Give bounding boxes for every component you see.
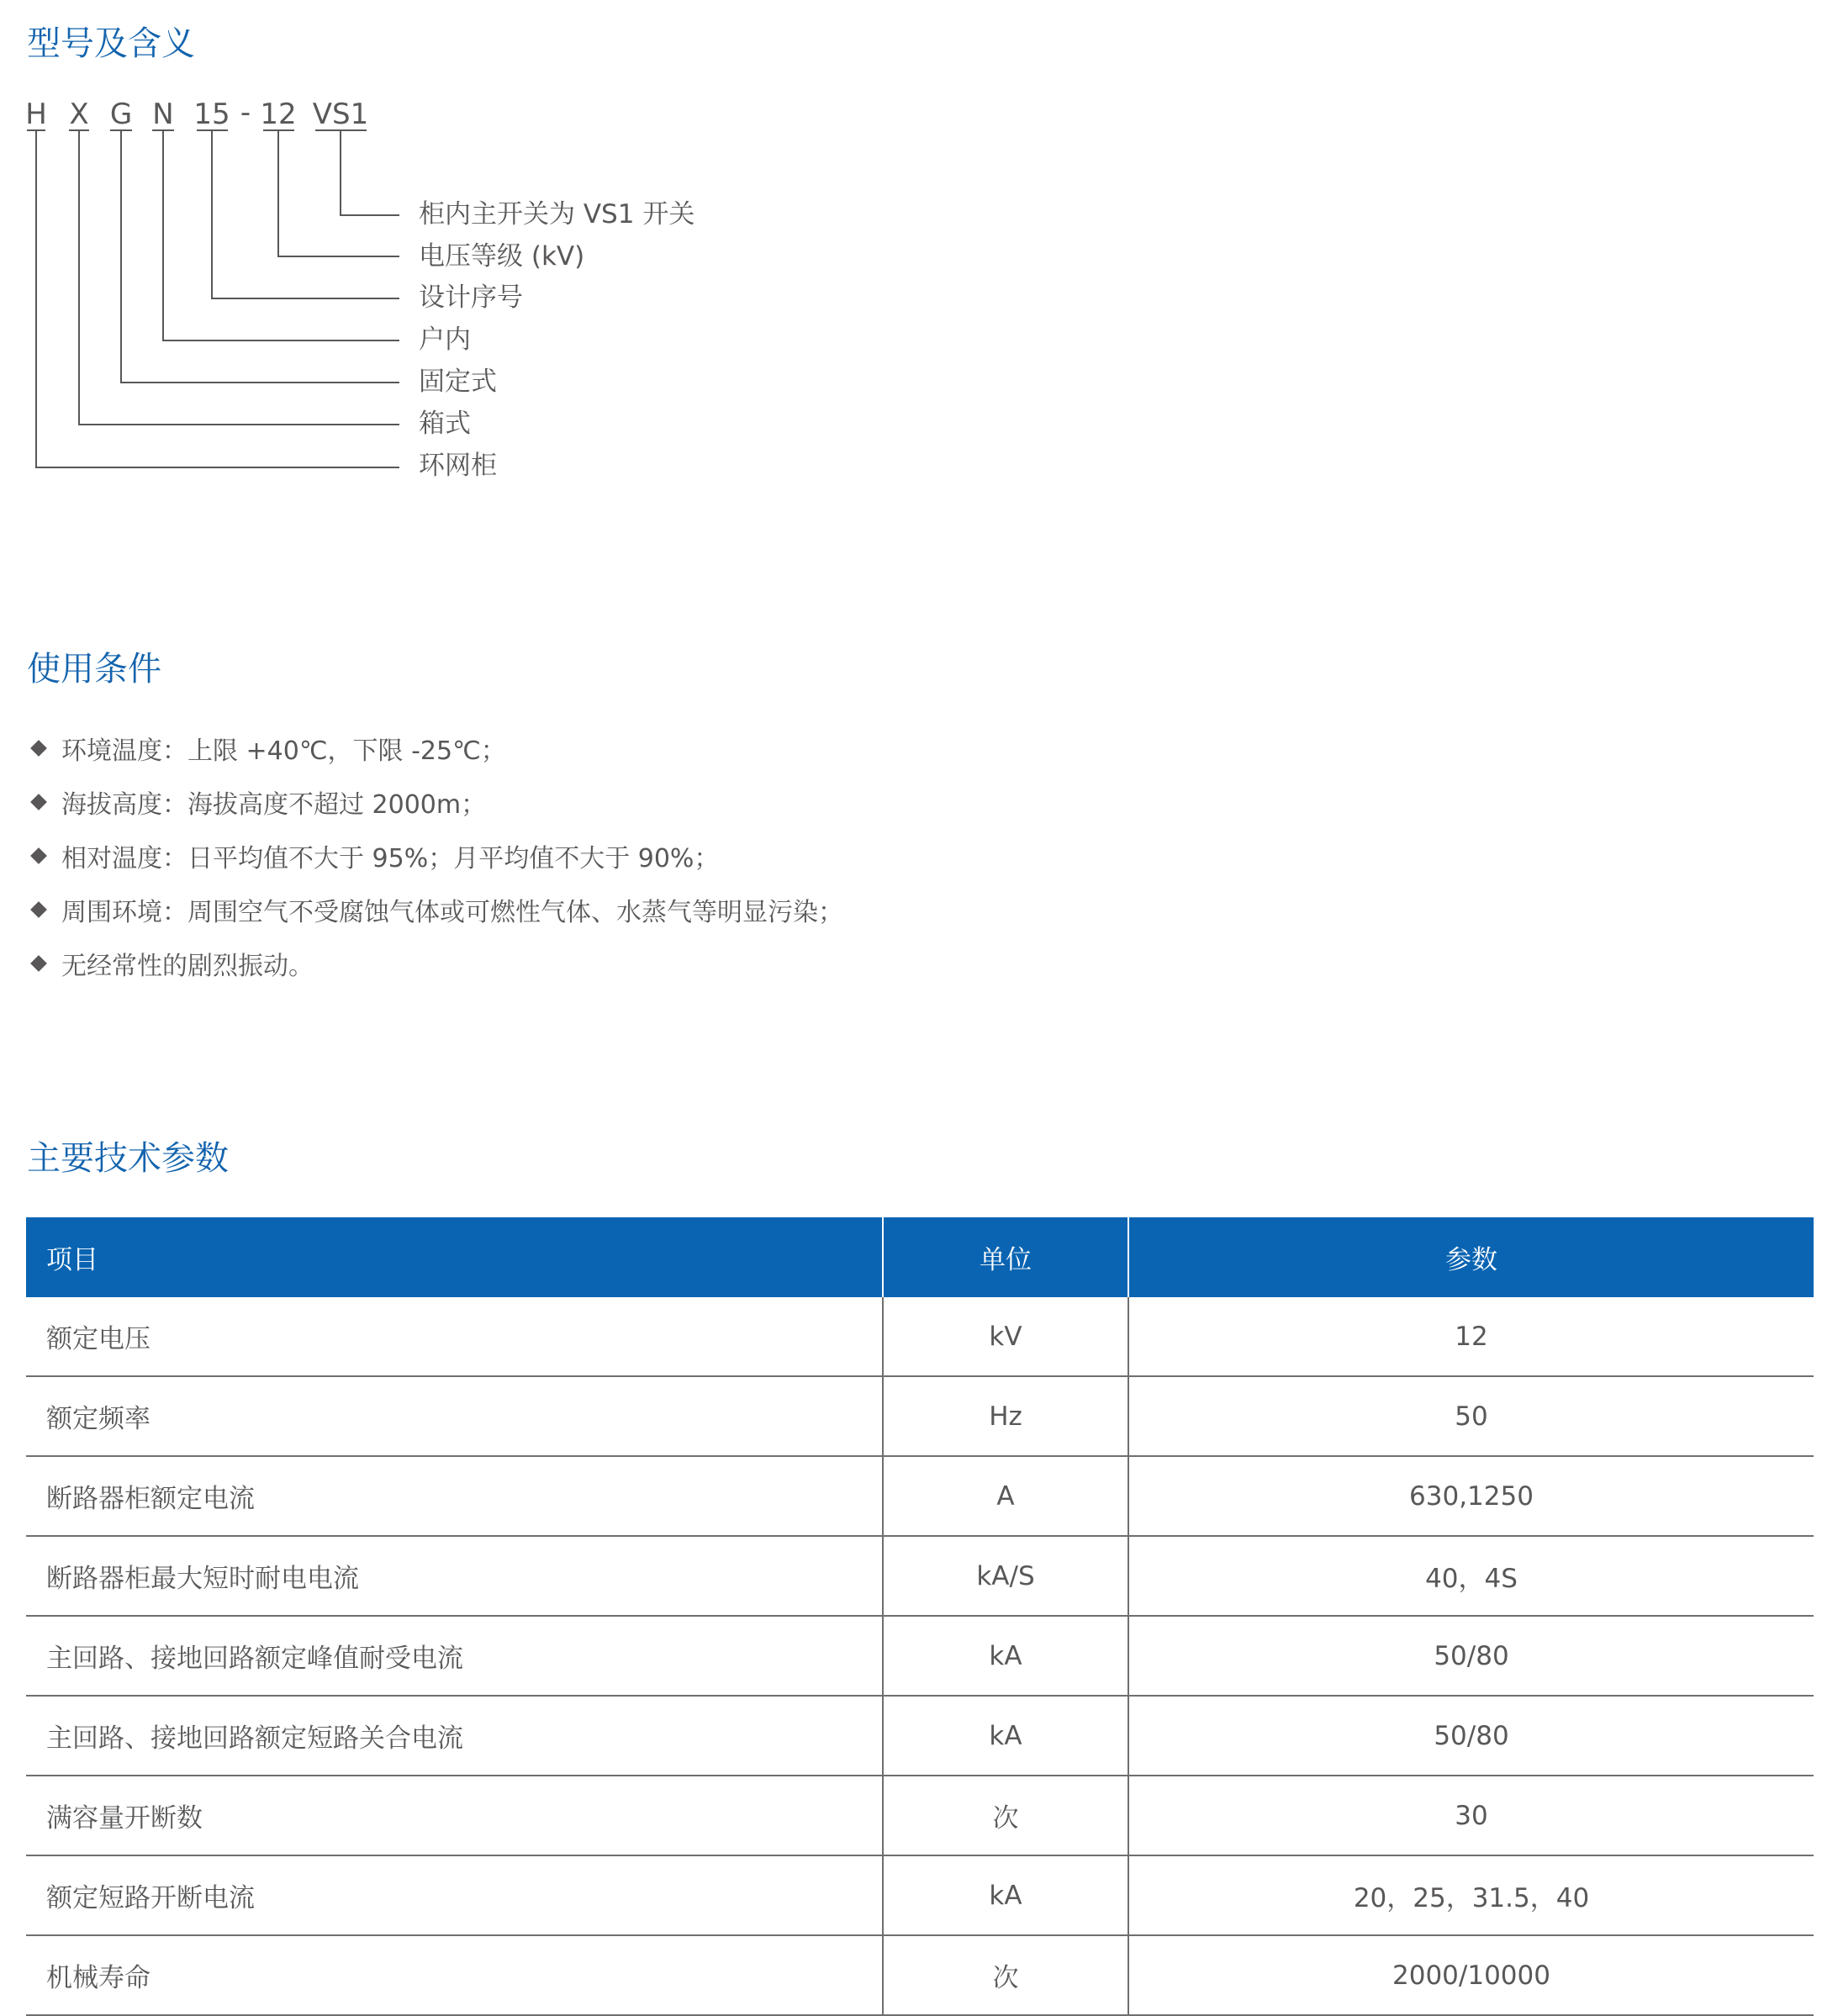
connector-line: [79, 130, 399, 425]
model-code-part: 15: [193, 98, 230, 131]
list-item: [29, 829, 843, 883]
model-code-part: -: [240, 96, 251, 129]
cell-unit: Hz: [883, 1376, 1128, 1456]
cell-value: 2000/10000: [1128, 1935, 1814, 2015]
table-row: [26, 1855, 1814, 1935]
model-meaning: 电压等级 (kV): [419, 241, 585, 272]
model-meaning: 户内: [419, 325, 471, 355]
cell-unit: A: [883, 1456, 1128, 1536]
diamond-bullet-icon: [30, 847, 47, 864]
cell-item: 主回路、接地回路额定峰值耐受电流: [26, 1616, 883, 1696]
cell-item: 机械寿命: [26, 1935, 883, 2015]
cell-unit: kA: [883, 1616, 1128, 1696]
cell-value: 20，25，31.5，40: [1128, 1855, 1814, 1935]
cell-item: 断路器柜额定电流: [26, 1456, 883, 1536]
list-item: [29, 775, 843, 829]
section-title-model: 型号及含义: [27, 24, 195, 63]
cell-value: 40，4S: [1128, 1536, 1814, 1616]
cell-item: 额定电压: [26, 1297, 883, 1376]
table-row: [26, 1776, 1814, 1855]
cell-value: 50/80: [1128, 1616, 1814, 1696]
cell-item: 断路器柜最大短时耐电电流: [26, 1536, 883, 1616]
list-item: [29, 937, 843, 990]
cell-value: 630,1250: [1128, 1456, 1814, 1536]
column-header-value: 参数: [1128, 1217, 1814, 1297]
cell-item: 额定短路开断电流: [26, 1855, 883, 1935]
diamond-bullet-icon: [30, 955, 47, 972]
table-row: [26, 1376, 1814, 1456]
cell-unit: kA/S: [883, 1536, 1128, 1616]
column-header-unit: 单位: [883, 1217, 1128, 1297]
model-code-part: G: [109, 98, 133, 131]
condition-text: 周围环境：周围空气不受腐蚀气体或可燃性气体、水蒸气等明显污染；: [61, 898, 843, 927]
cell-value: 30: [1128, 1776, 1814, 1855]
cell-item: 额定频率: [26, 1376, 883, 1456]
condition-text: 环境温度：上限 +40℃，下限 -25℃；: [61, 736, 506, 766]
table-row: [26, 1536, 1814, 1616]
connector-line: [163, 130, 399, 340]
table-header-row: [26, 1217, 1814, 1297]
condition-text: 海拔高度：海拔高度不超过 2000m；: [61, 790, 487, 820]
condition-text: 无经常性的剧烈振动。: [61, 952, 314, 981]
cell-unit: kA: [883, 1855, 1128, 1935]
cell-unit: kV: [883, 1297, 1128, 1376]
table-row: [26, 1935, 1814, 2015]
table-row: [26, 1696, 1814, 1776]
cell-value: 12: [1128, 1297, 1814, 1376]
model-code-part: 12: [260, 98, 297, 131]
model-code-part: VS1: [312, 98, 369, 131]
cell-unit: kA: [883, 1696, 1128, 1776]
diamond-bullet-icon: [30, 740, 47, 757]
model-code-part: H: [25, 98, 47, 131]
list-item: [29, 883, 843, 937]
table-row: [26, 1297, 1814, 1376]
model-meaning: 箱式: [419, 409, 471, 439]
cell-unit: 次: [883, 1776, 1128, 1855]
model-meaning: 固定式: [419, 367, 497, 397]
diamond-bullet-icon: [30, 901, 47, 918]
model-code-part: N: [152, 98, 174, 131]
table-row: [26, 1456, 1814, 1536]
model-code-diagram: [0, 0, 757, 504]
model-meaning: 柜内主开关为 VS1 开关: [419, 199, 695, 230]
section-title-conditions: 使用条件: [27, 650, 161, 689]
list-item: [29, 721, 843, 775]
connector-line: [278, 130, 399, 256]
cell-value: 50: [1128, 1376, 1814, 1456]
connector-line: [341, 130, 399, 215]
table-row: [26, 1616, 1814, 1696]
diamond-bullet-icon: [30, 794, 47, 810]
cell-unit: 次: [883, 1935, 1128, 2015]
cell-item: 主回路、接地回路额定短路关合电流: [26, 1696, 883, 1776]
cell-item: 满容量开断数: [26, 1776, 883, 1855]
column-header-item: 项目: [26, 1217, 883, 1297]
spec-table: [26, 1217, 1814, 2016]
model-meaning: 设计序号: [419, 282, 523, 313]
cell-value: 50/80: [1128, 1696, 1814, 1776]
section-title-params: 主要技术参数: [27, 1139, 229, 1178]
condition-text: 相对温度：日平均值不大于 95%；月平均值不大于 90%；: [61, 844, 720, 873]
model-meaning: 环网柜: [419, 451, 497, 481]
model-code-part: X: [69, 98, 89, 131]
conditions-list: [29, 721, 843, 990]
